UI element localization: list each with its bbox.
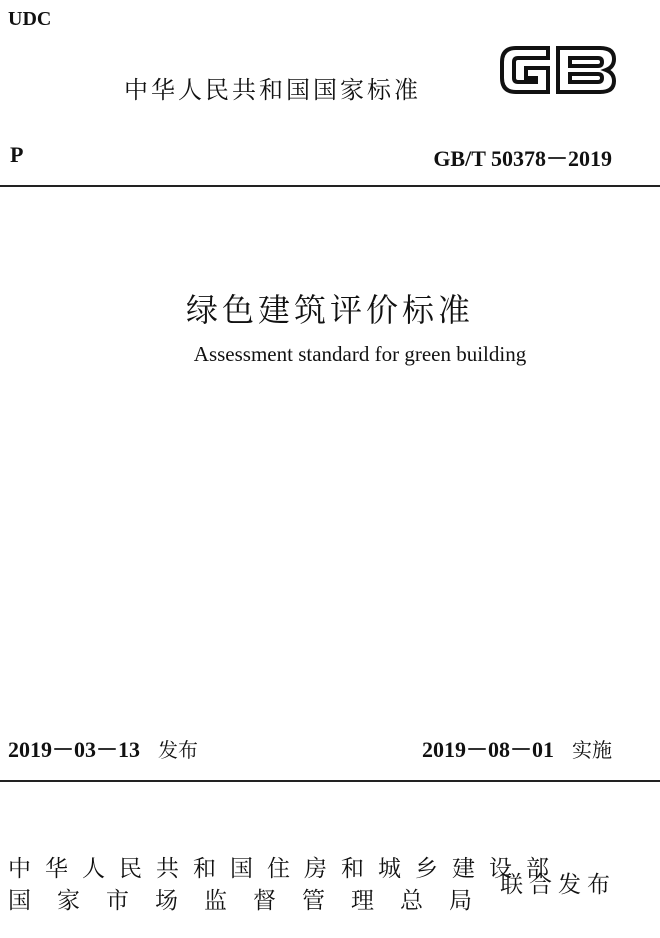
- implement-date: 2019－08－01: [421, 737, 554, 762]
- publisher-org-2: 国家市场监督管理总局: [8, 888, 498, 914]
- udc-label: UDC: [8, 8, 52, 30]
- implement-date-row: [422, 733, 612, 764]
- joint-publish-label: 联合发布: [500, 872, 616, 898]
- divider-top: [0, 185, 660, 187]
- title-english: Assessment standard for green building: [193, 342, 527, 366]
- implement-label: 实施: [572, 738, 612, 762]
- gb-logo: [496, 40, 620, 100]
- issue-date-row: [8, 733, 198, 764]
- standard-code: GB/T 50378－2019: [433, 146, 612, 171]
- gb-logo-g: [502, 48, 548, 92]
- title-chinese: 绿色建筑评价标准: [185, 291, 474, 329]
- publisher-org-1: 中华人民共和国住房和城乡建设部: [8, 856, 563, 882]
- gb-logo-b: [558, 48, 614, 92]
- issue-date: 2019－03－13: [8, 737, 141, 762]
- category-letter: P: [10, 142, 24, 167]
- issue-label: 发布: [158, 738, 199, 762]
- national-standard-title: 中华人民共和国国家标准: [124, 76, 421, 104]
- divider-bottom: [0, 780, 660, 782]
